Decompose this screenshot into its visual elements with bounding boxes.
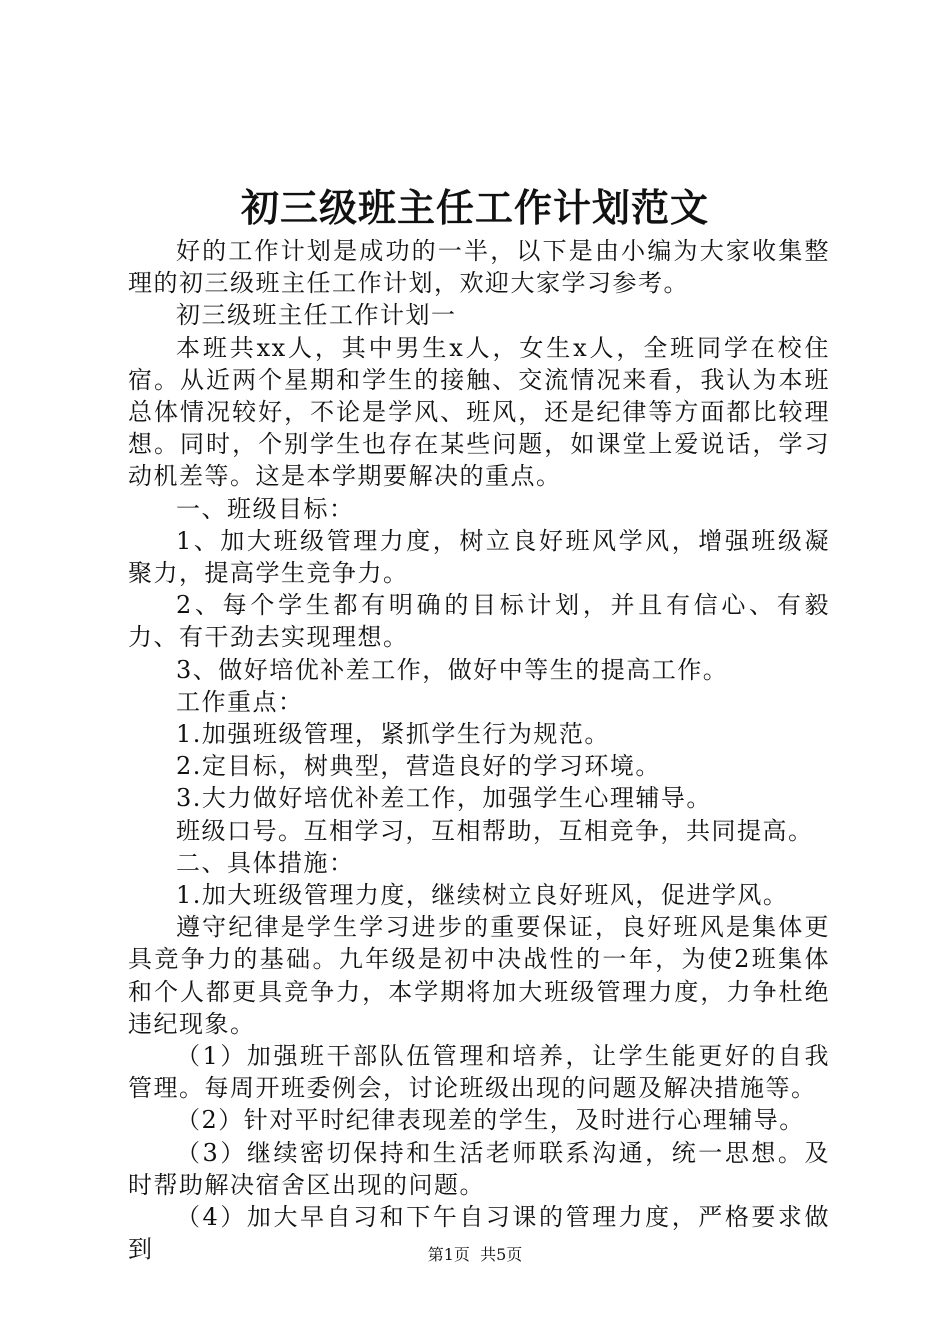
page-total: 共5页: [480, 1245, 523, 1264]
page-footer: [0, 1244, 950, 1266]
paragraph: 工作重点：: [176, 687, 304, 716]
paragraph: 本班共xx人，其中男生x人，女生x人，全班同学在校住宿。从近两个星期和学生的接触、交流情况来看，我认为本班总体情况较好，不论是学风、班风，还是纪律等方面都比较理想。同时，个别学生也存在某些问题，如课堂上爱说话，学习动机差等。这是本学期要解决的重点。: [128, 333, 830, 491]
paragraph: 3.大力做好培优补差工作，加强学生心理辅导。: [176, 784, 712, 813]
paragraph: 2.定目标，树典型，营造良好的学习环境。: [176, 752, 661, 781]
paragraph: 1.加强班级管理，紧抓学生行为规范。: [176, 720, 610, 749]
paragraph: （1）加强班干部队伍管理和培养，让学生能更好的自我管理。每周开班委例会，讨论班级出现的问题及解决措施等。: [128, 1042, 830, 1103]
paragraph: 2、每个学生都有明确的目标计划，并且有信心、有毅力、有干劲去实现理想。: [128, 591, 830, 652]
paragraph: （3）继续密切保持和生活老师联系沟通，统一思想。及时帮助解决宿舍区出现的问题。: [128, 1138, 830, 1199]
paragraph: 1、加大班级管理力度，树立良好班风学风，增强班级凝聚力，提高学生竞争力。: [128, 526, 830, 588]
paragraph: 1.加大班级管理力度，继续树立良好班风，促进学风。: [176, 881, 789, 910]
page-number: 第1页: [427, 1245, 470, 1264]
paragraph: 班级口号。互相学习，互相帮助，互相竞争，共同提高。: [176, 816, 814, 845]
paragraph: 3、做好培优补差工作，做好中等生的提高工作。: [176, 655, 729, 684]
paragraph: 一、班级目标：: [176, 494, 355, 523]
paragraph: （4）加大早自习和下午自习课的管理力度，严格要求做到: [128, 1203, 830, 1264]
paragraph: 遵守纪律是学生学习进步的重要保证，良好班风是集体更具竞争力的基础。九年级是初中决战性的一年，为使2班集体和个人都更具竞争力，本学期将加大班级管理力度，力争杜绝违纪现象。: [128, 913, 830, 1038]
paragraph: 二、具体措施：: [176, 848, 355, 877]
paragraph: （2）针对平时纪律表现差的学生，及时进行心理辅导。: [176, 1106, 805, 1135]
paragraph: 初三级班主任工作计划一: [176, 301, 457, 330]
document-body: [128, 235, 830, 1266]
paragraph: 好的工作计划是成功的一半，以下是由小编为大家收集整理的初三级班主任工作计划，欢迎大家学习参考。: [128, 237, 830, 298]
document-title: 初三级班主任工作计划范文: [240, 185, 709, 230]
